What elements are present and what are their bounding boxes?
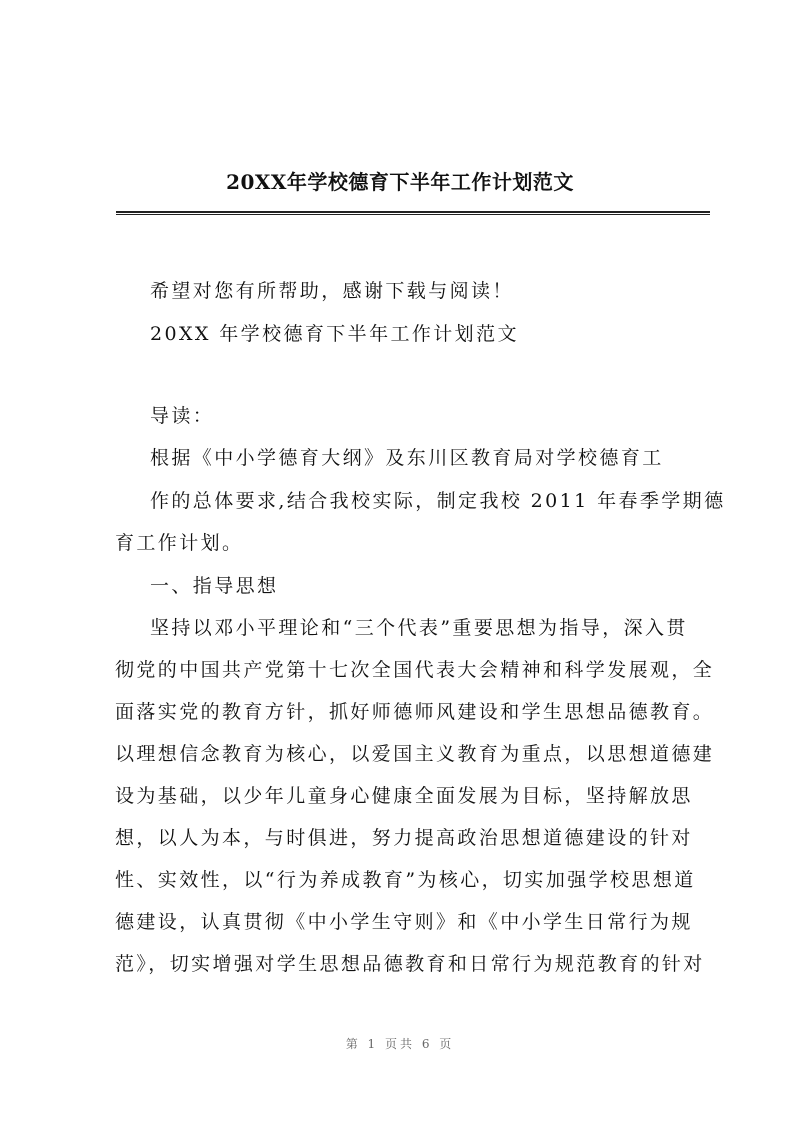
body-line: 面落实党的教育方针，抓好师德师风建设和学生思想品德教育。 — [115, 701, 715, 723]
body-line: 坚持以邓小平理论和“三个代表”重要思想为指导，深入贯 — [150, 617, 688, 639]
guide-label: 导读： — [150, 405, 215, 427]
body-line: 设为基础，以少年儿童身心健康全面发展为目标，坚持解放思 — [115, 785, 693, 807]
body-line: 以理想信念教育为核心，以爱国主义教育为重点，以思想道德建 — [115, 743, 715, 765]
body-line: 性、实效性，以“行为养成教育”为核心，切实加强学校思想道 — [115, 869, 696, 891]
body-line: 彻党的中国共产党第十七次全国代表大会精神和科学发展观，全 — [115, 659, 715, 681]
document-title: 20XX年学校德育下半年工作计划范文 — [226, 170, 574, 194]
body-line: 德建设，认真贯彻《中小学生守则》和《中小学生日常行为规 — [115, 911, 693, 933]
body-line: 想，以人为本，与时俱进，努力提高政治思想道德建设的针对 — [115, 827, 693, 849]
body-line: 作的总体要求,结合我校实际，制定我校 2011 年春季学期德 — [150, 490, 726, 512]
section-heading: 一、指导思想 — [150, 575, 279, 597]
greeting-line: 希望对您有所帮助，感谢下载与阅读！ — [150, 280, 514, 302]
body-line: 育工作计划。 — [115, 532, 244, 554]
subtitle-line: 20XX 年学校德育下半年工作计划范文 — [150, 323, 519, 345]
page-number-footer: 第 1 页共 6 页 — [345, 1037, 455, 1051]
title-divider-thin — [116, 214, 710, 215]
body-line: 范》，切实增强对学生思想品德教育和日常行为规范教育的针对 — [115, 953, 705, 975]
body-line: 根据《中小学德育大纲》及东川区教育局对学校德育工 — [150, 447, 664, 469]
title-divider — [116, 211, 710, 213]
